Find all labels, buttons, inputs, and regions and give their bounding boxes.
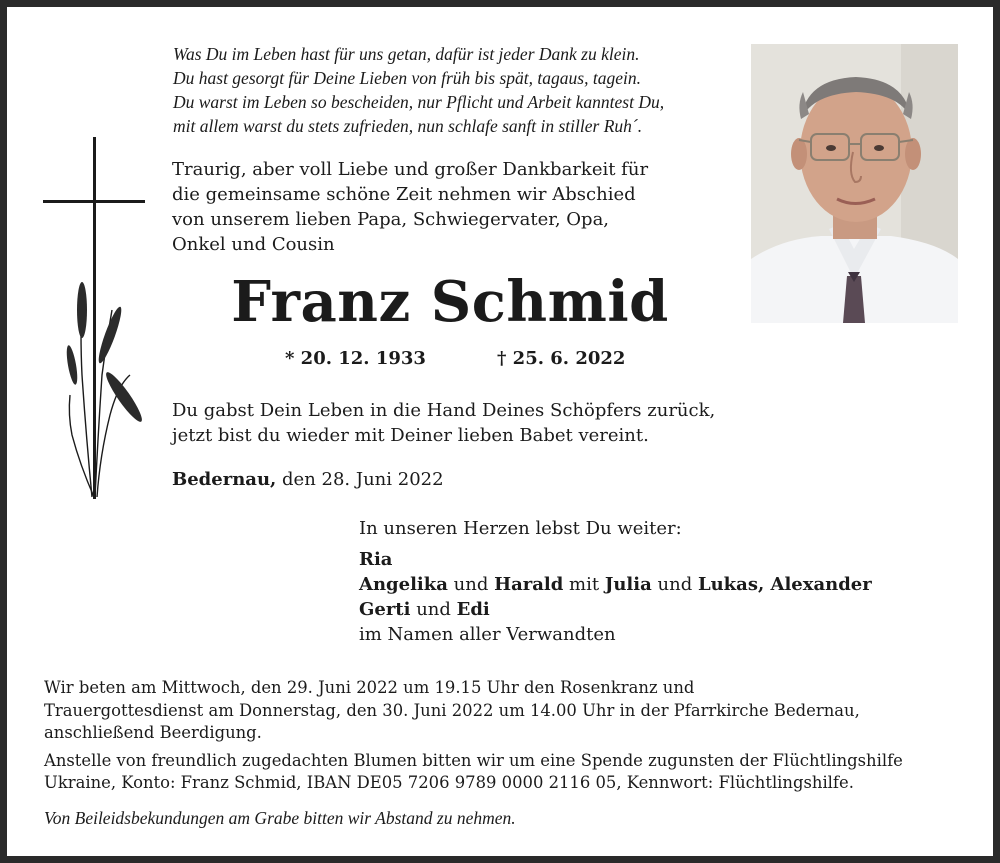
family-connector: und: [447, 574, 495, 595]
family-connector: und: [410, 599, 457, 620]
cross-icon: [40, 135, 150, 507]
family-line: [359, 597, 959, 622]
intro-line: Onkel und Cousin: [172, 234, 335, 255]
family-lead: In unseren Herzen lebst Du weiter:: [359, 518, 682, 539]
poem-line: Du warst im Leben so bescheiden, nur Pflicht und Arbeit kanntest Du,: [173, 92, 665, 112]
intro-line: Traurig, aber voll Liebe und großer Dankbarkeit für: [172, 159, 649, 180]
deceased-name: Franz Schmid: [231, 269, 669, 335]
family-line: [359, 547, 959, 572]
place-town: Bedernau,: [172, 469, 277, 490]
poem-line: Was Du im Leben hast für uns getan, dafür ist jeder Dank zu klein.: [173, 44, 640, 64]
place-date-text: den 28. Juni 2022: [276, 469, 444, 490]
death-date: † 25. 6. 2022: [497, 348, 626, 369]
family-signature: [359, 516, 959, 647]
donation-line: Ukraine, Konto: Franz Schmid, IBAN DE05 7206 9789 0000 2116 05, Kennwort: Flüchtlingshilfe.: [44, 773, 854, 792]
service-line: Trauergottesdienst am Donnerstag, den 30. Juni 2022 um 14.00 Uhr in der Pfarrkirche Bedernau,: [44, 700, 860, 720]
birth-date: * 20. 12. 1933: [285, 348, 426, 369]
poem: [173, 42, 743, 138]
family-name: Edi: [456, 599, 490, 620]
family-closing: im Namen aller Verwandten: [359, 624, 616, 645]
family-name: Angelika: [359, 574, 448, 595]
intro-text: [172, 157, 732, 257]
poem-line: mit allem warst du stets zufrieden, nun schlafe sanft in stiller Ruh´.: [173, 116, 643, 136]
place-date: [172, 469, 444, 490]
family-name: Ria: [359, 549, 393, 570]
service-line: Wir beten am Mittwoch, den 29. Juni 2022 um 19.15 Uhr den Rosenkranz und: [44, 678, 695, 697]
intro-line: die gemeinsame schöne Zeit nehmen wir Abschied: [172, 184, 636, 205]
family-connector: mit: [563, 574, 605, 595]
family-connector: und: [651, 574, 698, 595]
family-name: Julia: [604, 574, 652, 595]
intro-line: von unserem lieben Papa, Schwiegervater, Opa,: [172, 209, 610, 230]
poem-line: Du hast gesorgt für Deine Lieben von früh bis spät, tagaus, tagein.: [173, 68, 641, 88]
closing-note: Von Beileidsbekundungen am Grabe bitten wir Abstand zu nehmen.: [44, 808, 516, 828]
family-name: Gerti: [359, 599, 411, 620]
family-line: [359, 572, 959, 597]
service-notice: [44, 677, 964, 795]
wheat-ears: [65, 282, 147, 425]
verse-line: jetzt bist du wieder mit Deiner lieben Babet vereint.: [172, 425, 649, 446]
donation-line: Anstelle von freundlich zugedachten Blumen bitten wir um eine Spende zugunsten der Flüchtlingshilfe: [44, 750, 903, 770]
portrait-photo: [751, 44, 958, 323]
verse-line: Du gabst Dein Leben in die Hand Deines Schöpfers zurück,: [172, 400, 716, 421]
family-name: Lukas, Alexander: [697, 574, 872, 595]
service-line: anschließend Beerdigung.: [44, 723, 262, 742]
verse: [172, 398, 812, 448]
family-name: Harald: [494, 574, 564, 595]
